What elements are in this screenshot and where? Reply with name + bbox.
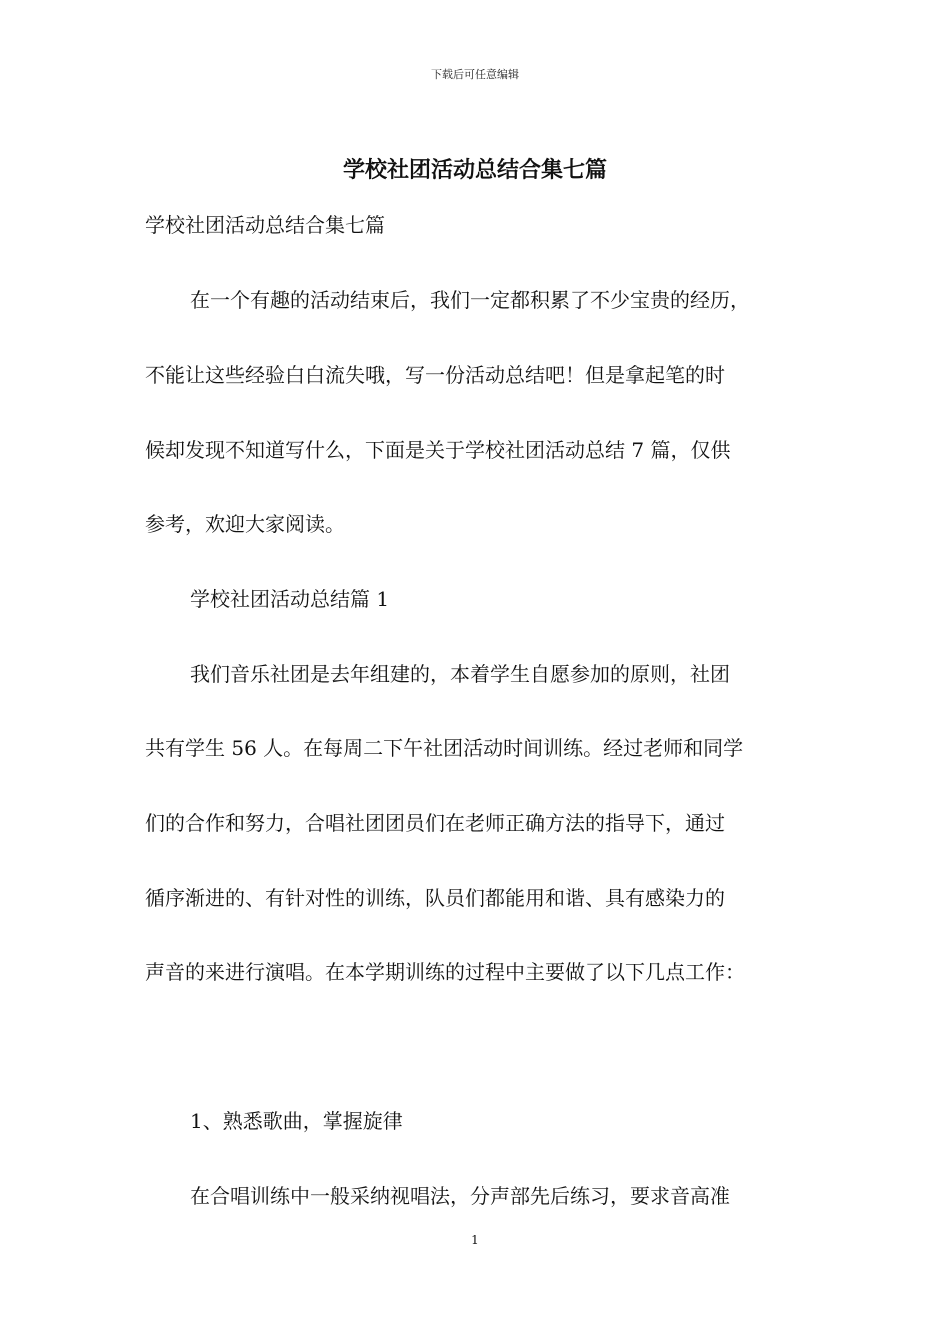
paragraph-line: 候却发现不知道写什么，下面是关于学校社团活动总结 7 篇，仅供 [145, 438, 731, 462]
paragraph-line: 循序渐进的、有针对性的训练，队员们都能用和谐、具有感染力的 [145, 886, 725, 910]
paragraph-line: 不能让这些经验白白流失哦，写一份活动总结吧！但是拿起笔的时 [145, 363, 725, 387]
section-heading: 学校社团活动总结篇 1 [190, 587, 390, 611]
page-number: 1 [471, 1233, 479, 1247]
paragraph-line: 共有学生 56 人。在每周二下午社团活动时间训练。经过老师和同学 [145, 736, 744, 760]
paragraph-line: 在一个有趣的活动结束后，我们一定都积累了不少宝贵的经历， [190, 288, 750, 312]
subtitle-line: 学校社团活动总结合集七篇 [145, 213, 385, 237]
paragraph-line: 们的合作和努力，合唱社团团员们在老师正确方法的指导下，通过 [145, 811, 725, 835]
document-title: 学校社团活动总结合集七篇 [342, 157, 607, 183]
paragraph-line: 参考，欢迎大家阅读。 [145, 512, 345, 536]
list-item-heading: 1、熟悉歌曲，掌握旋律 [190, 1109, 403, 1133]
paragraph-line: 在合唱训练中一般采纳视唱法，分声部先后练习，要求音高准 [190, 1184, 730, 1208]
paragraph-line: 我们音乐社团是去年组建的，本着学生自愿参加的原则，社团 [190, 662, 730, 686]
paragraph-line: 声音的来进行演唱。在本学期训练的过程中主要做了以下几点工作： [145, 960, 745, 984]
header-note: 下载后可任意编辑 [431, 68, 519, 81]
